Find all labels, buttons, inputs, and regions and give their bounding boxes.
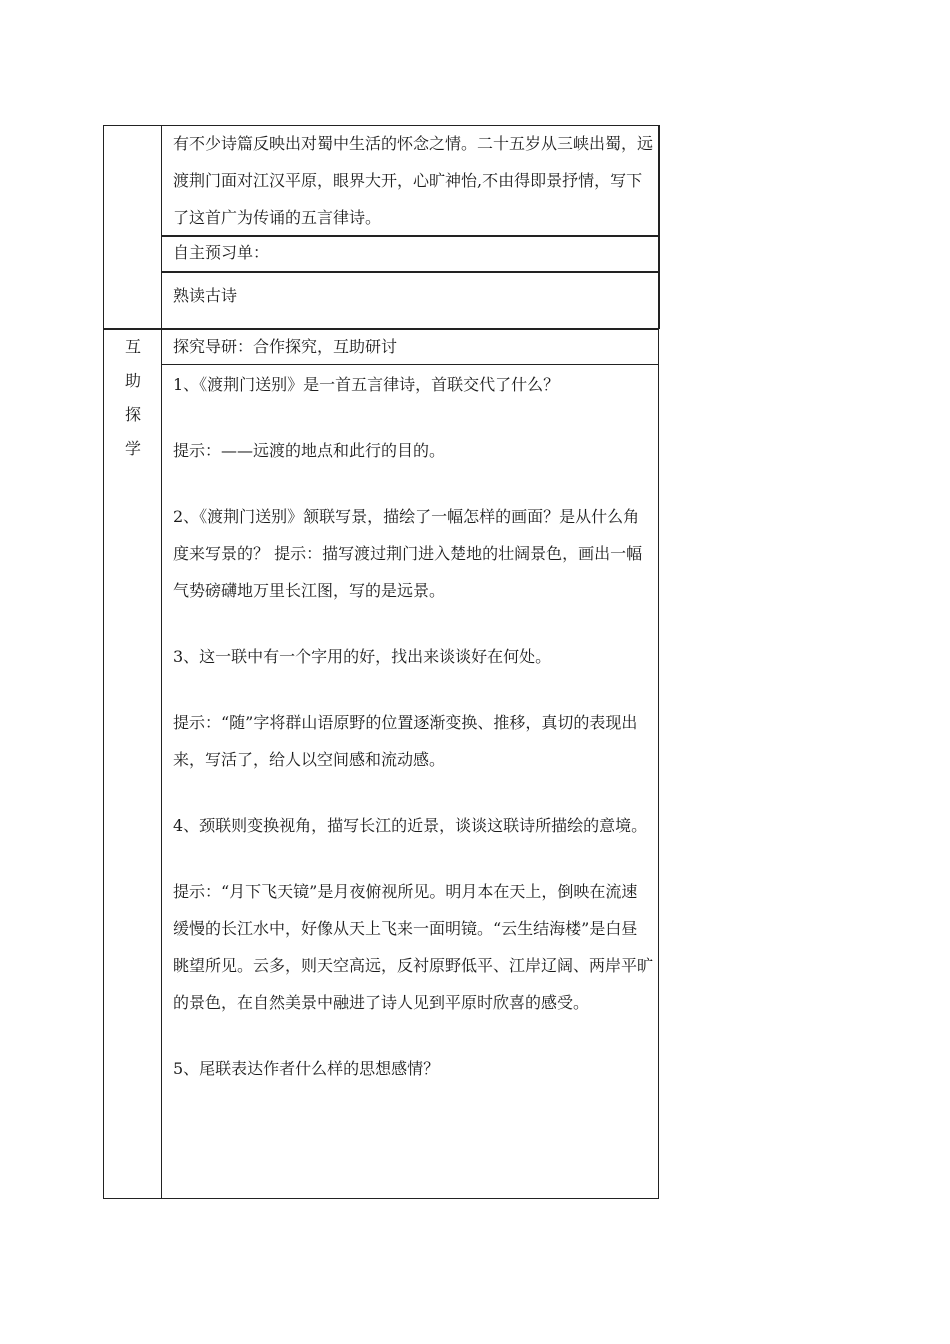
question-item: 4、颈联则变换视角，描写长江的近景，谈谈这联诗所描绘的意境。 [173,816,648,835]
study-table [103,125,659,1199]
preview-task: 熟读古诗 [173,286,238,305]
section-side-label [113,330,153,466]
table-border-left [103,125,104,1199]
side-label-char: 学 [124,439,141,458]
hint-item: 提示：“月下飞天镜”是月夜俯视所见。明月本在天上，倒映在流速缓慢的长江水中，好像从天上飞来一面明镜。“云生结海楼”是白昼眺望所见。云多，则天空高远，反衬原野低平、江岸辽阔、两岸平旷的景色，在自然美景中融进了诗人见到平原时欣喜的感受。 [173,882,654,1012]
question-item: 2、《渡荆门送别》颔联写景，描绘了一幅怎样的画面？是从什么角度来写景的？ 提示：描写渡过荆门进入楚地的壮阔景色，画出一幅气势磅礴地万里长江图，写的是远景。 [173,507,643,600]
preview-label: 自主预习单： [173,243,270,262]
hint-item: 提示：“随”字将群山语原野的位置逐渐变换、推移，真切的表现出来，写活了，给人以空间感和流动感。 [173,713,638,769]
question-list [173,366,653,1087]
row-divider [161,364,659,365]
table-border-bottom [103,1198,659,1199]
question-item: 1、《渡荆门送别》是一首五言律诗，首联交代了什么？ [173,375,560,394]
intro-paragraph: 有不少诗篇反映出对蜀中生活的怀念之情。二十五岁从三峡出蜀，远渡荆门面对江汉平原，眼界大开，心旷神怡,不由得即景抒情，写下了这首广为传诵的五言律诗。 [173,134,654,227]
column-divider [161,125,162,1199]
question-item: 3、这一联中有一个字用的好，找出来谈谈好在何处。 [173,647,552,666]
side-label-char: 互 [124,337,141,356]
section-heading: 探究导研：合作探究，互助研讨 [173,337,398,356]
section1-border-right [658,125,660,329]
side-label-char: 探 [124,405,141,424]
hint-item: 提示：——远渡的地点和此行的目的。 [173,441,446,460]
side-label-char: 助 [124,371,141,390]
question-item: 5、尾联表达作者什么样的思想感情？ [173,1059,440,1078]
